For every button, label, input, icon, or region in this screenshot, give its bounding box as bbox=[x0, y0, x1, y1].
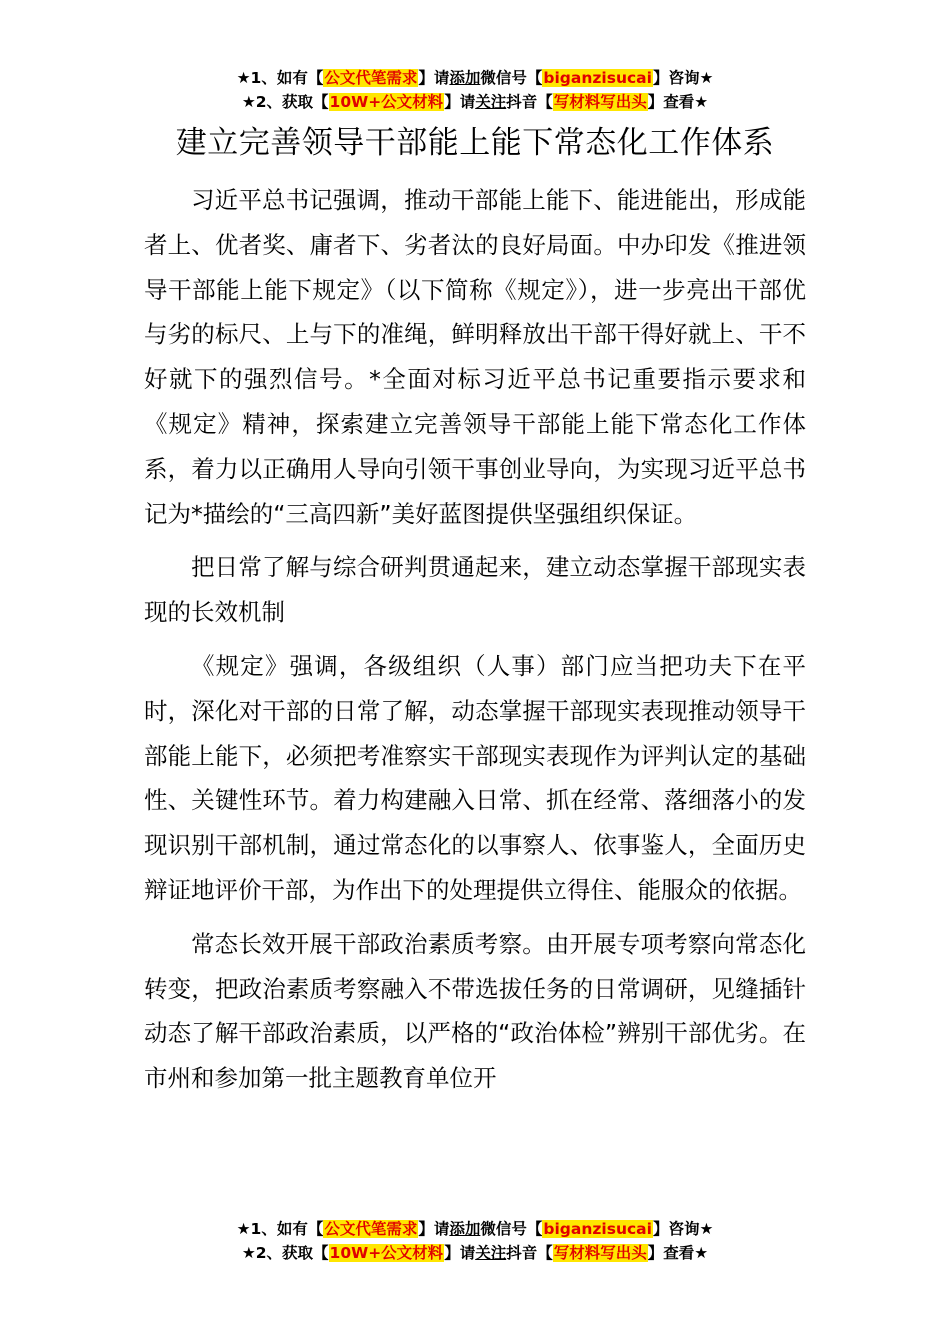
promo-underline: 关注 bbox=[475, 1244, 507, 1262]
promo-highlight: 公文代笔需求 bbox=[324, 69, 418, 87]
promo-underline: 添加 bbox=[449, 1220, 481, 1238]
top-promo-banner bbox=[0, 66, 950, 114]
promo-text: 】查看★ bbox=[647, 1244, 709, 1262]
promo-highlight-wechat: biganzisucai bbox=[543, 69, 652, 87]
paragraph-political-review: 常态长效开展干部政治素质考察。由开展专项考察向常态化转变，把政治素质考察融入不带选拔任务的日常调研，见缝插针动态了解干部政治素质，以严格的“政治体检”辨别干部优劣。在市州和参加第一批主题教育单位开 bbox=[144, 929, 806, 1093]
promo-text: ★2、获取【 bbox=[241, 93, 329, 111]
bottom-promo-banner bbox=[0, 1217, 950, 1265]
promo-text: 微信号【 bbox=[480, 69, 543, 87]
promo-highlight-wechat: biganzisucai bbox=[543, 1220, 652, 1238]
promo-line-2 bbox=[0, 90, 950, 114]
promo-text: 抖音【 bbox=[506, 1244, 553, 1262]
promo-text: 】请 bbox=[444, 1244, 476, 1262]
promo-highlight: 10W+公文材料 bbox=[329, 93, 444, 111]
promo-highlight-douyin: 写材料写出头 bbox=[553, 1244, 647, 1262]
promo-text: 微信号【 bbox=[480, 1220, 543, 1238]
promo-text: 】请 bbox=[444, 93, 476, 111]
promo-highlight: 10W+公文材料 bbox=[329, 1244, 444, 1262]
promo-text: 】查看★ bbox=[647, 93, 709, 111]
promo-text: 】请 bbox=[418, 1220, 450, 1238]
promo-line-1 bbox=[0, 1217, 950, 1241]
paragraph-intro: 习近平总书记强调，推动干部能上能下、能进能出，形成能者上、优者奖、庸者下、劣者汰的良好局面。中办印发《推进领导干部能上能下规定》（以下简称《规定》），进一步亮出干部优与劣的标尺、上与下的准绳，鲜明释放出干部干得好就上、干不好就下的强烈信号。*全面对标习近平总书记重要指示要求和《规定》精神，探索建立完善领导干部能上能下常态化工作体系，着力以正确用人导向引领干事创业导向，为实现习近平总书记为*描绘的“三高四新”美好蓝图提供坚强组织保证。 bbox=[144, 186, 806, 528]
promo-text: 抖音【 bbox=[506, 93, 553, 111]
promo-text: ★1、如有【 bbox=[236, 69, 324, 87]
promo-underline: 关注 bbox=[475, 93, 507, 111]
document-title: 建立完善领导干部能上能下常态化工作体系 bbox=[175, 125, 775, 161]
promo-text: ★2、获取【 bbox=[241, 1244, 329, 1262]
promo-highlight-douyin: 写材料写出头 bbox=[553, 93, 647, 111]
promo-line-2 bbox=[0, 1241, 950, 1265]
promo-text: 】咨询★ bbox=[652, 69, 714, 87]
paragraph-section-heading: 把日常了解与综合研判贯通起来，建立动态掌握干部现实表现的长效机制 bbox=[144, 553, 806, 627]
paragraph-regulation: 《规定》强调，各级组织（人事）部门应当把功夫下在平时，深化对干部的日常了解，动态掌握干部现实表现推动领导干部能上能下，必须把考准察实干部现实表现作为评判认定的基础性、关键性环节。着力构建融入日常、抓在经常、落细落小的发现识别干部机制，通过常态化的以事察人、依事鉴人，全面历史辩证地评价干部，为作出下的处理提供立得住、能服众的依据。 bbox=[144, 651, 806, 904]
promo-line-1 bbox=[0, 66, 950, 90]
promo-text: 】咨询★ bbox=[652, 1220, 714, 1238]
promo-highlight: 公文代笔需求 bbox=[324, 1220, 418, 1238]
promo-underline: 添加 bbox=[449, 69, 481, 87]
document-body bbox=[144, 178, 806, 1101]
promo-text: 】请 bbox=[418, 69, 450, 87]
promo-text: ★1、如有【 bbox=[236, 1220, 324, 1238]
